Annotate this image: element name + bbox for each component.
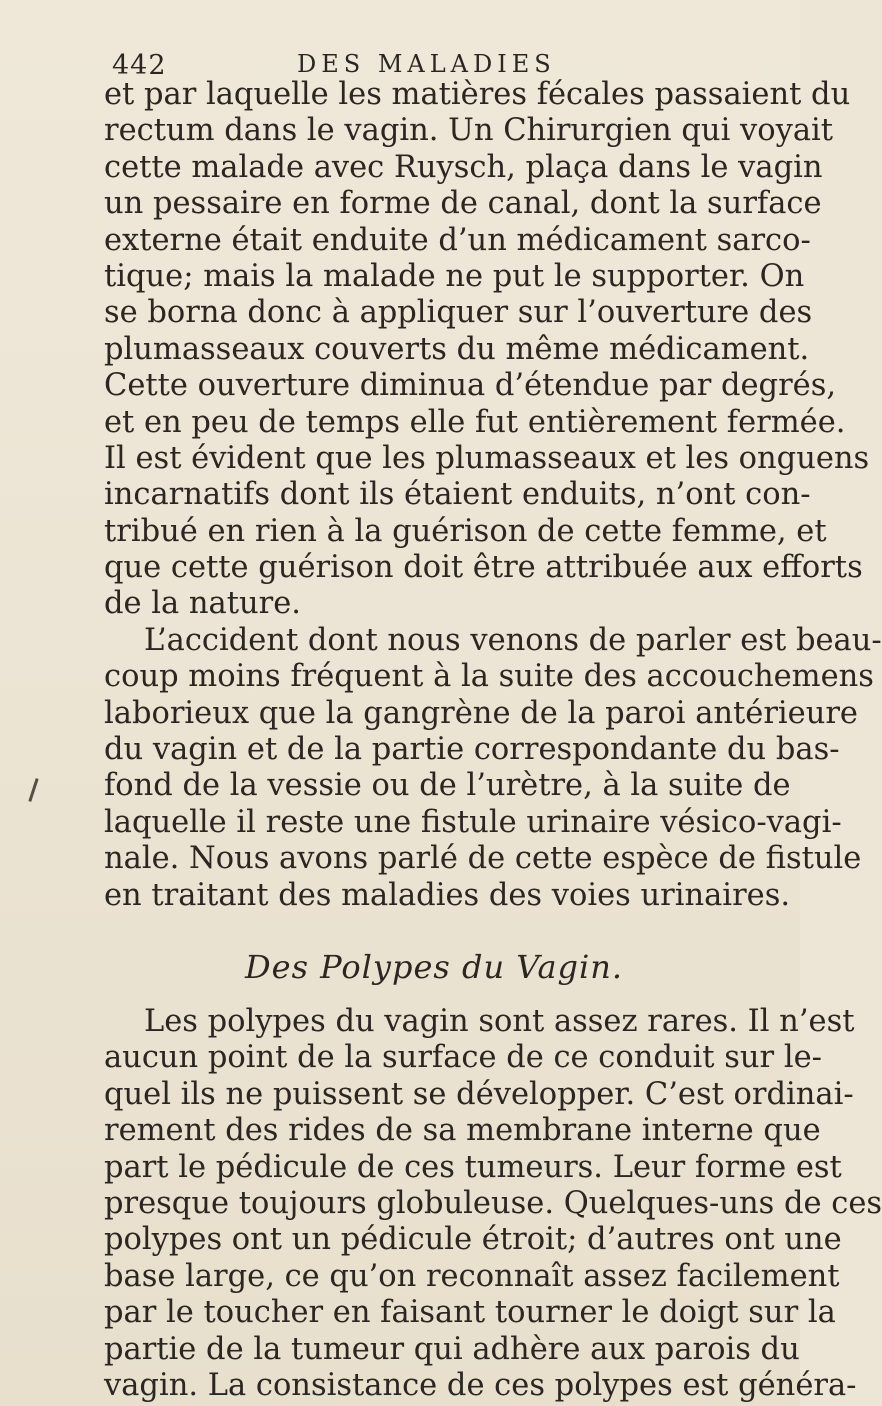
text-line: Les polypes du vagin sont assez rares. Il n’est xyxy=(144,1003,855,1039)
text-line: base large, ce qu’on reconnaît assez facilement xyxy=(104,1258,840,1294)
text-line: par le toucher en faisant tourner le doigt sur la xyxy=(104,1295,836,1331)
text-line: vagin. La consistance de ces polypes est généra- xyxy=(104,1367,857,1403)
text-line: nale. Nous avons parlé de cette espèce de fistule xyxy=(104,841,862,877)
text-line: part le pédicule de ces tumeurs. Leur forme est xyxy=(104,1149,842,1185)
paragraph-fistula-case xyxy=(104,77,870,624)
text-line: un pessaire en forme de canal, dont la surface xyxy=(104,186,822,222)
text-line: presque toujours globuleuse. Quelques-uns de ces xyxy=(104,1185,882,1221)
text-line: se borna donc à appliquer sur l’ouverture des xyxy=(104,295,813,331)
heading-spacer xyxy=(104,915,764,935)
text-line: quel ils ne puissent se développer. C’est ordinai- xyxy=(104,1076,854,1112)
text-line: plumasseaux couverts du même médicament. xyxy=(104,331,810,367)
text-line: rectum dans le vagin. Un Chirurgien qui voyait xyxy=(104,113,834,149)
text-line: aucun point de la surface de ce conduit sur le- xyxy=(104,1040,822,1076)
paragraph-accident xyxy=(104,622,882,915)
text-line: tique; mais la malade ne put le supporter. On xyxy=(104,258,805,294)
text-line: du vagin et de la partie correspondante du bas- xyxy=(104,732,840,768)
section-heading: Des Polypes du Vagin. xyxy=(244,947,624,986)
text-line: Il est évident que les plumasseaux et les onguens xyxy=(104,440,870,476)
text-line: Cette ouverture diminua d’étendue par degrés, xyxy=(104,368,837,404)
text-line: tribué en rien à la guérison de cette femme, et xyxy=(104,513,827,549)
text-line: en traitant des maladies des voies urinaires. xyxy=(104,877,791,913)
text-line: polypes ont un pédicule étroit; d’autres ont une xyxy=(104,1222,842,1258)
text-line: de la nature. xyxy=(104,586,301,622)
text-line: rement des rides de sa membrane interne que xyxy=(104,1113,821,1149)
text-line: L’accident dont nous venons de parler est beau- xyxy=(144,622,882,658)
page-number: 442 xyxy=(112,50,167,81)
running-title: DES MALADIES xyxy=(297,50,556,78)
margin-pen-mark xyxy=(28,778,38,802)
text-line: et par laquelle les matières fécales passaient du xyxy=(104,77,851,112)
text-line: fond de la vessie ou de l’urètre, à la suite de xyxy=(104,768,791,804)
text-line: externe était enduite d’un médicament sarco- xyxy=(104,222,811,258)
text-line: coup moins fréquent à la suite des accouchemens xyxy=(104,659,874,695)
paragraph-polypes xyxy=(104,1003,882,1405)
text-line: incarnatifs dont ils étaient enduits, n’ont con- xyxy=(104,477,811,513)
text-line: et en peu de temps elle fut entièrement fermée. xyxy=(104,404,846,440)
body-text xyxy=(104,77,882,1405)
text-line: laquelle il reste une fistule urinaire vésico-vagi- xyxy=(104,804,842,840)
text-line: cette malade avec Ruysch, plaça dans le vagin xyxy=(104,149,823,185)
text-line: partie de la tumeur qui adhère aux parois du xyxy=(104,1331,800,1367)
text-line: que cette guérison doit être attribuée aux efforts xyxy=(104,550,863,586)
text-line: laborieux que la gangrène de la paroi antérieure xyxy=(104,695,858,731)
